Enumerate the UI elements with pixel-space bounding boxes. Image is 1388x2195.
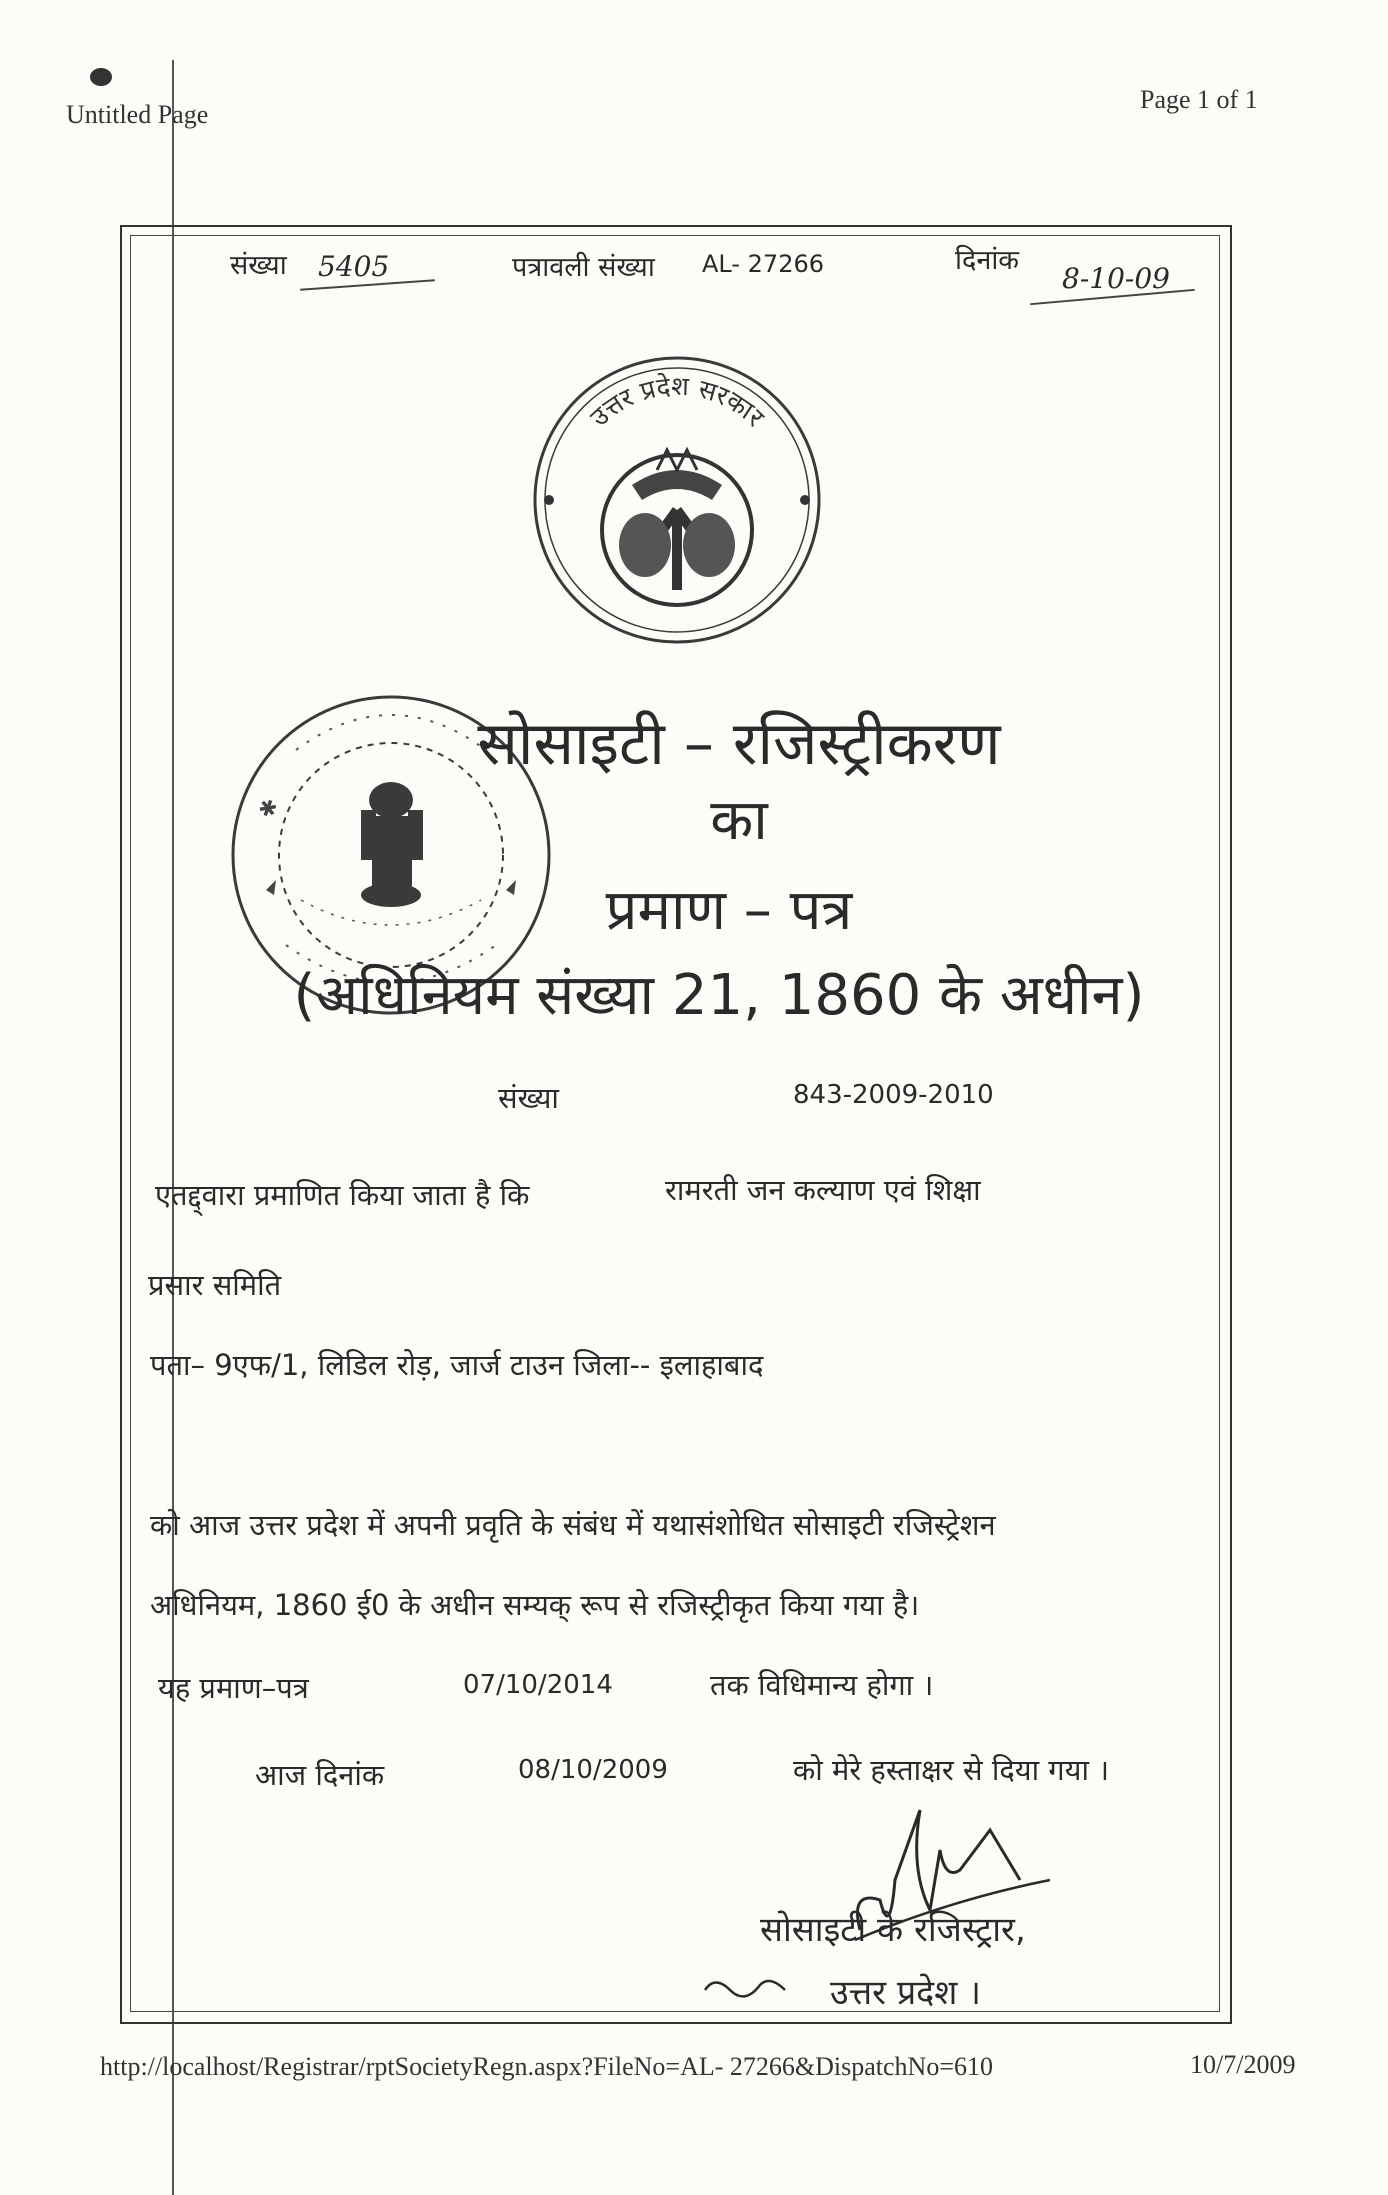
issued-date-label: आज दिनांक [255,1758,385,1792]
certify-text: एतद्द्वारा प्रमाणित किया जाता है कि [155,1178,530,1212]
page-count: Page 1 of 1 [1140,85,1258,114]
punch-hole-mark [90,68,112,86]
dispatch-number-label: संख्या [230,250,287,281]
society-address: पता– 9एफ/1, लिडिल रोड़, जार्ज टाउन जिला-- इलाहाबाद [150,1348,764,1382]
certificate-title-line4: (अधिनियम संख्या 21, 1860 के अधीन) [293,963,1145,1028]
file-number-label: पत्रावली संख्या [512,252,655,283]
issued-suffix: को मेरे हस्ताक्षर से दिया गया । [793,1753,1110,1787]
print-date: 10/7/2009 [1190,2050,1296,2079]
dispatch-number-value: 5405 [318,250,390,283]
certificate-title-line2: का [710,788,768,853]
file-number-value: AL- 27266 [702,250,825,278]
registration-paragraph-line2: अधिनियम, 1860 ई0 के अधीन सम्यक् रूप से रजिस्ट्रीकृत किया गया है। [150,1588,920,1622]
date-label: दिनांक [955,245,1020,276]
up-government-emblem [527,350,827,650]
validity-date: 07/10/2014 [463,1670,613,1700]
page-url: http://localhost/Registrar/rptSocietyRegn.aspx?FileNo=AL- 27266&DispatchNo=610 [100,2052,993,2081]
signatory-state: उत्तर प्रदेश । [830,1973,982,2013]
validity-suffix: तक विधिमान्य होगा । [710,1668,934,1702]
svg-text:✱: ✱ [253,793,284,825]
svg-text:उत्तर प्रदेश सरकार [585,371,771,434]
signatory-title: सोसाइटी के रजिस्ट्रार, [760,1910,1026,1950]
registration-paragraph-line1: को आज उत्तर प्रदेश में अपनी प्रवृति के संबंध में यथासंशोधित सोसाइटी रजिस्ट्रेशन [150,1508,996,1542]
issued-date: 08/10/2009 [518,1755,668,1785]
certificate-title-line1: सोसाइटी – रजिस्ट्रीकरण [477,709,1001,779]
registration-number-label: संख्या [498,1081,559,1115]
society-name-part1: रामरती जन कल्याण एवं शिक्षा [665,1173,981,1207]
society-name-part2: प्रसार समिति [148,1268,282,1302]
certificate-title-line3: प्रमाण – पत्र [605,878,853,943]
page-title: Untitled Page [66,100,209,129]
registration-number-value: 843-2009-2010 [793,1080,994,1110]
date-value: 8-10-09 [1062,262,1170,295]
validity-label: यह प्रमाण–पत्र [158,1671,309,1705]
emblem-text: उत्तर प्रदेश सरकार [584,371,770,434]
